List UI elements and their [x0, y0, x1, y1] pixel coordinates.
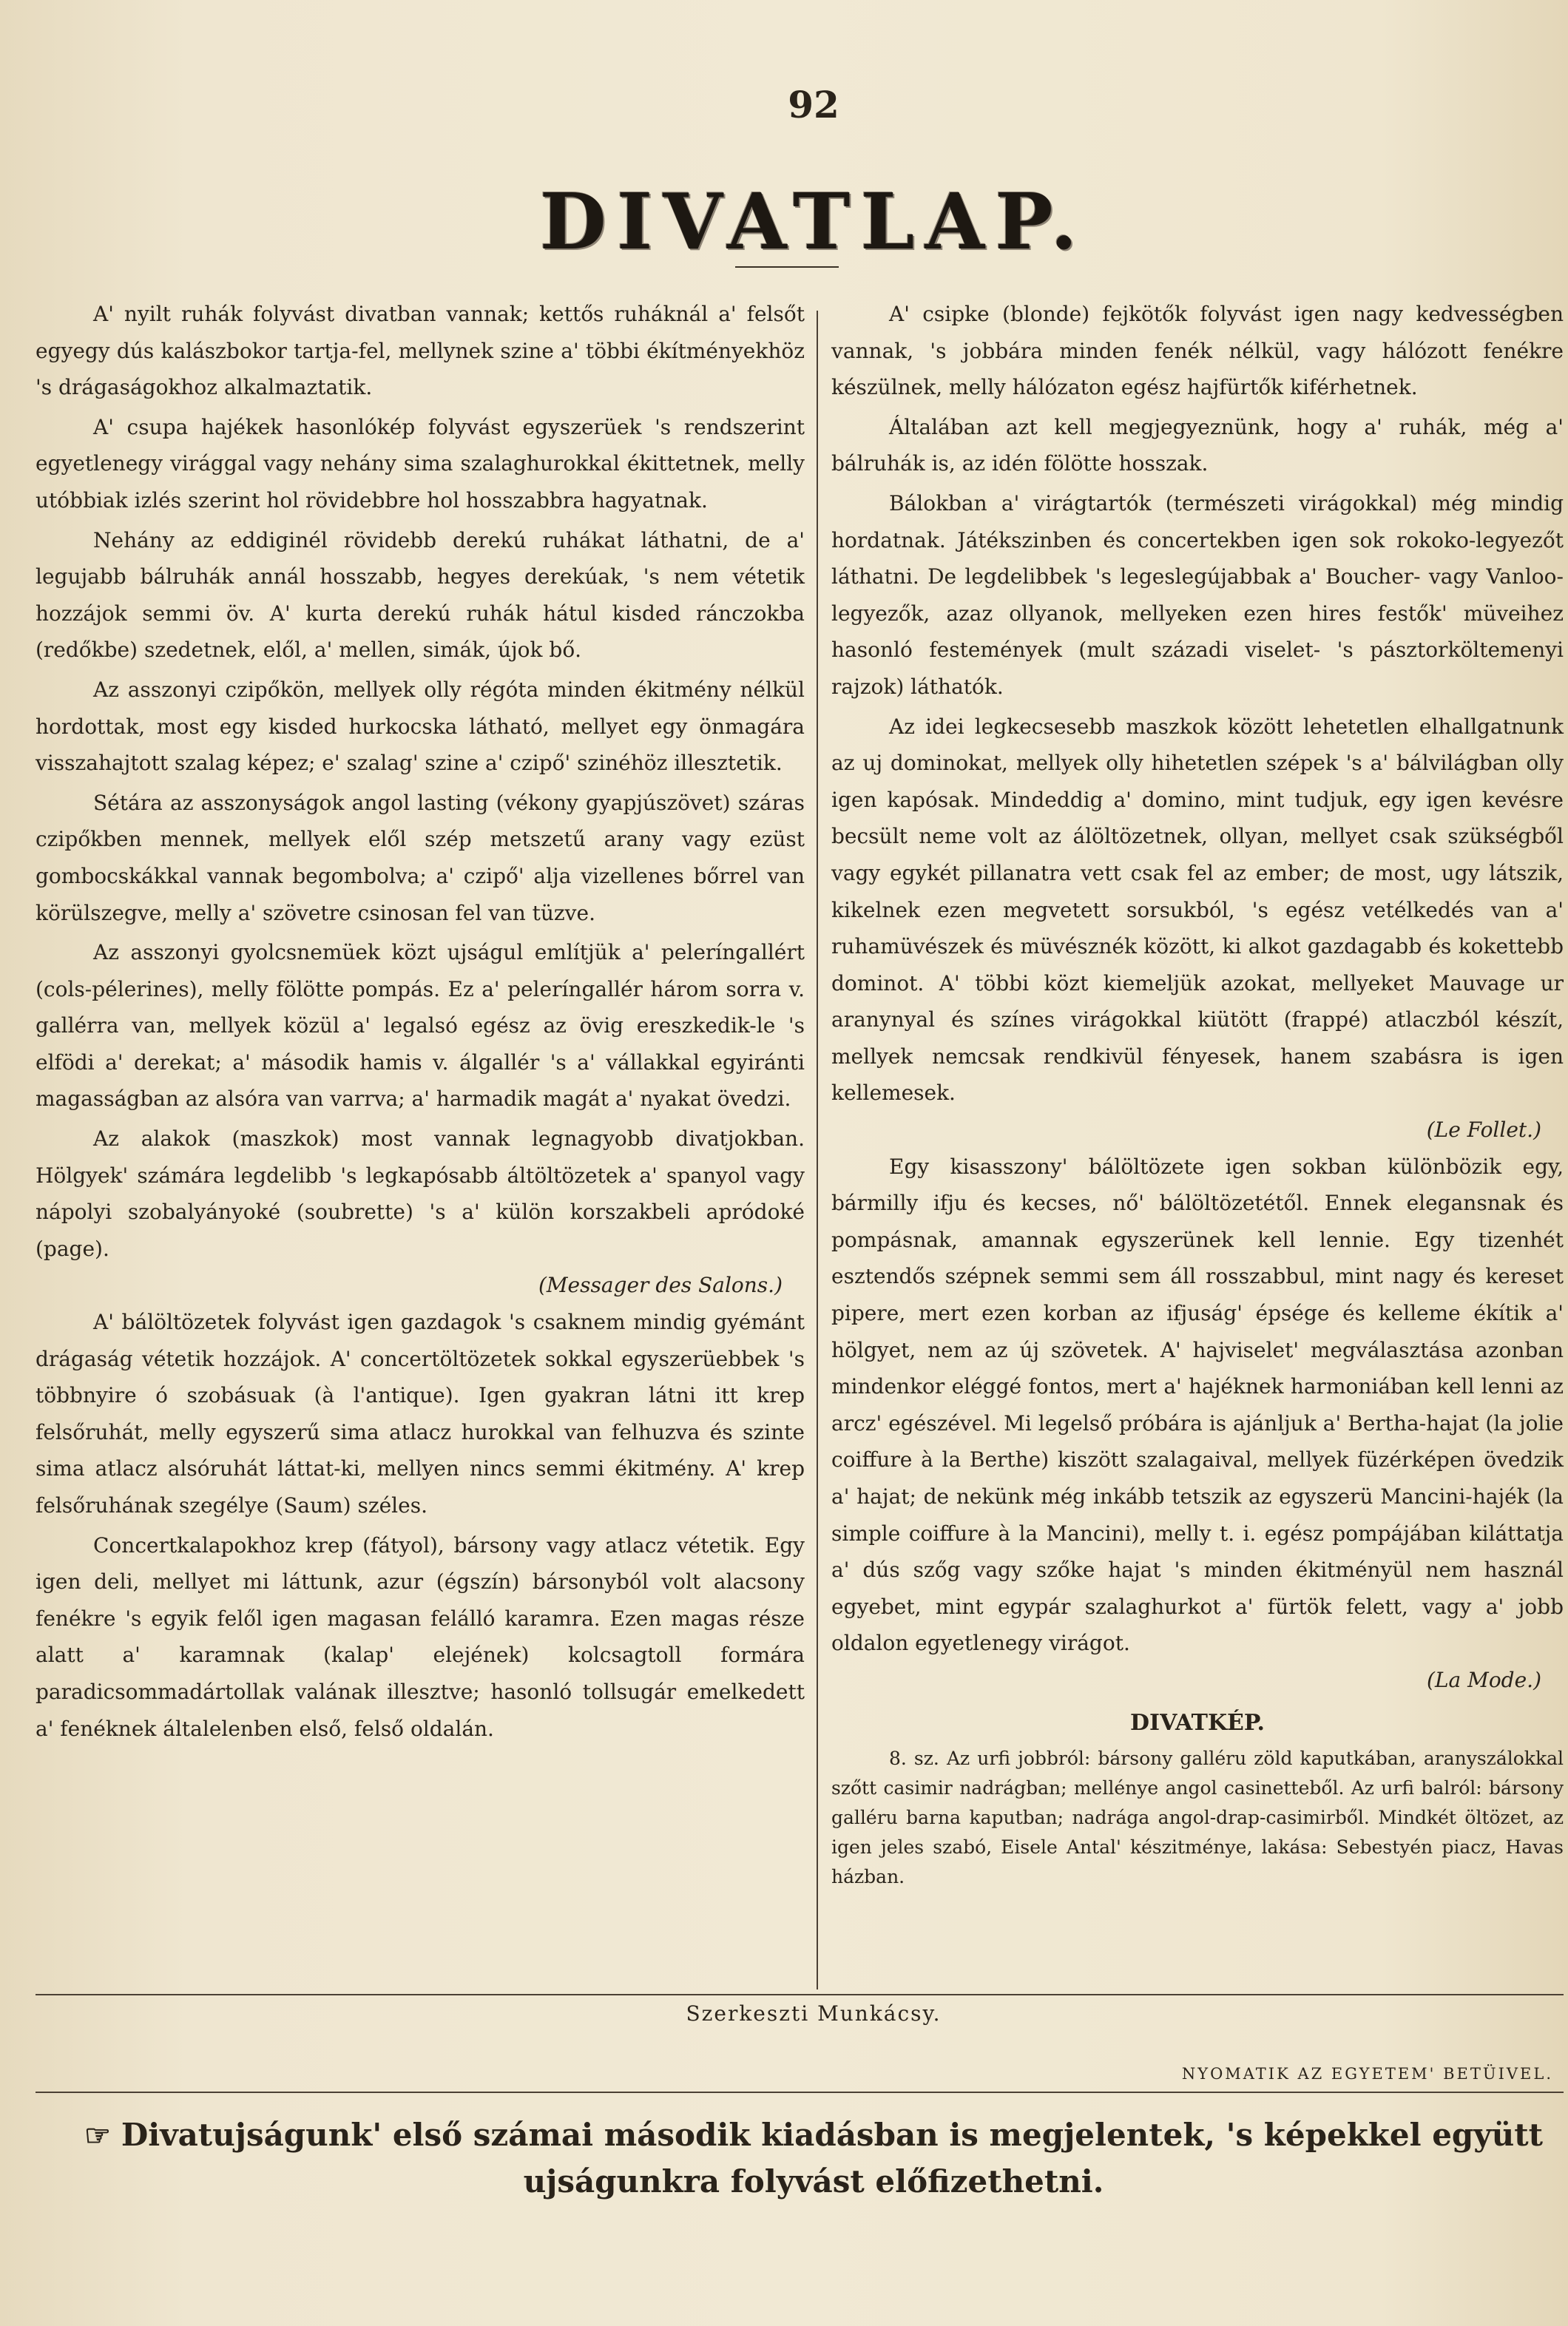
fashion-plate-description: 8. sz. Az urfi jobbról: bársony galléru zöld kaputkában, aranyszálokkal szőtt casimir nadrágban; mellénye angol casinetteből. Az urfi balról: bársony galléru barna kaputban; nadrága angol-drap-casimirből. Mindkét öltözet, az igen jeles szabó, Eisele Antal' készitménye, lakása: Sebestyén piacz, Havas házban. — [831, 1748, 1564, 1888]
source-citation: (Messager des Salons.) — [538, 1273, 783, 1298]
article-paragraph: Általában azt kell megjegyeznünk, hogy a' ruhák, még a' bálruhák is, az idén fölötte hosszak. — [831, 414, 1564, 476]
header-rule — [735, 266, 839, 268]
article-paragraph: A' csipke (blonde) fejkötők folyvást igen nagy kedvességben vannak, 's jobbára minden fenék nélkül, vagy hálózott fenékre készülnek, melly hálózaton egész hajfürtők kiférhetnek. — [831, 302, 1564, 400]
article-paragraph: Az alakok (maszkok) most vannak legnagyobb divatjokban. Hölgyek' számára legdelibb 's legkapósabb áltöltözetek a' spanyol vagy nápolyi szobalyányoké (soubrette) 's a' külön korszakbeli apródoké (page). — [36, 1126, 805, 1261]
announcement-line-1: Divatujságunk' első számai második kiadásban is megjelentek, 's képekkel együtt — [121, 2117, 1544, 2153]
article-paragraph: Sétára az asszonyságok angol lasting (vékony gyapjúszövet) száras czipőkben mennek, mellyek elől szép metszetű arany vagy ezüst gombocskákkal vannak begombolva; a' czipő' alja vizellenes bőrrel van körülszegve, melly a' szövetre csinosan fel van tüzve. — [36, 790, 805, 925]
printer-credit: NYOMATIK AZ EGYETEM' BETÜIVEL. — [1181, 2065, 1553, 2083]
page-number: 92 — [788, 83, 839, 126]
footer-rule — [36, 2092, 1564, 2093]
pointing-hand-icon: ☞ — [84, 2118, 111, 2153]
article-paragraph: Az idei legkecsesebb maszkok között lehetetlen elhallgatnunk az uj dominokat, mellyek olly hihetetlen szépek 's a' bálvilágban olly igen kapósak. Mindeddig a' domino, mint tudjuk, egy igen kevésre becsült neme volt az álöltözetnek, ollyan, mellyet csak szükségből vagy egykét pillanatra vett csak fel az ember; de most, ugy látszik, kikelnek ezen megvetett sorsukból, 's egész vetélkedés van a' ruhamüvészek és müvésznék között, ki alkot gazdagabb és kokettebb dominot. A' többi közt kiemeljük azokat, mellyeket Mauvage ur aranynyal és színes virágokkal kiütött (frappé) atlaczból készít, mellyek nemcsak rendkivül fényesek, hanem szabásra is igen kellemesek. — [831, 714, 1564, 1106]
right-column — [831, 296, 1564, 1892]
left-column — [36, 296, 805, 1747]
fashion-plate-heading: DIVATKÉP. — [1130, 1709, 1265, 1736]
article-paragraph: Az asszonyi gyolcsnemüek közt ujságul említjük a' peleríngallért (cols-pélerines), melly fölötte pompás. Ez a' peleríngallér három sorra v. gallérra van, mellyek közül a' legalsó egész az övig ereszkedik-le 's elfödi a' derekat; a' második hamis v. álgallér 's a' vállakkal egyiránti magasságban az alsóra van varrva; a' harmadik magát a' nyakat övedzi. — [36, 940, 805, 1112]
article-paragraph: Nehány az eddiginél rövidebb derekú ruhákat láthatni, de a' legujabb bálruhák annál hosszabb, hegyes derekúak, 's nem vétetik hozzájok semmi öv. A' kurta derekú ruhák hátul kisded ránczokba (redőkbe) szedetnek, elől, a' mellen, simák, újok bő. — [36, 527, 805, 663]
article-paragraph: A' bálöltözetek folyvást igen gazdagok 's csaknem mindig gyémánt drágaság vétetik hozzájok. A' concertöltözetek sokkal egyszerüebbek 's többnyire ó szobásuak (à l'antique). Igen gyakran látni itt krep felsőruhát, melly egyszerű sima atlacz hurokkal van felhuzva és szinte sima atlacz alsóruhát láttat-ki, mellyen nincs semmi ékitmény. A' krep felsőruhának szegélye (Saum) széles. — [36, 1310, 805, 1518]
article-paragraph: A' csupa hajékek hasonlókép folyvást egyszerüek 's rendszerint egyetlenegy virággal vagy nehány sima szalaghurokkal ékittetnek, melly utóbbiak izlés szerint hol rövidebbre hol hosszabbra hagyatnak. — [36, 414, 805, 513]
source-citation: (La Mode.) — [1427, 1667, 1541, 1692]
editor-rule — [36, 1994, 1564, 1995]
masthead-title: DIVATLAP. — [539, 176, 1088, 267]
article-paragraph: Concertkalapokhoz krep (fátyol), bársony vagy atlacz vétetik. Egy igen deli, mellyet mi láttunk, azur (égszín) bársonyból volt alacsony fenékre 's egyik felől igen magasan felálló karamra. Ezen magas része alatt a' karamnak (kalap' elejének) kolcsagtoll formára paradicsommadártollak valának illesztve; hasonló tollsugár emelkedett a' fenéknek általelenben első, felső oldalán. — [36, 1532, 805, 1741]
announcement-line-2: ujságunkra folyvást előfizethetni. — [523, 2163, 1104, 2200]
subscription-announcement — [0, 2112, 1568, 2205]
article-paragraph: Bálokban a' virágtartók (természeti virágokkal) még mindig hordatnak. Játékszinben és concertekben igen sok rokoko-legyezőt láthatni. De legdelibbek 's legeslegújabbak a' Boucher- vagy Vanloo-legyezők, azaz ollyanok, mellyeken ezen hires festők' müveihez hasonló festemények (mult századi viselet- 's pásztorköltemenyi rajzok) láthatók. — [831, 490, 1564, 699]
column-divider — [817, 311, 818, 1989]
editor-credit: Szerkeszti Munkácsy. — [686, 2001, 942, 2026]
article-paragraph: A' nyilt ruhák folyvást divatban vannak; kettős ruháknál a' felsőt egyegy dús kalászbokor tartja-fel, mellynek szine a' többi ékítményekhöz 's drágaságokhoz alkalmaztatik. — [36, 302, 805, 400]
article-paragraph: Az asszonyi czipőkön, mellyek olly régóta minden ékitmény nélkül hordottak, most egy kisded hurkocska látható, mellyet egy önmagára visszahajtott szalag képez; e' szalag' szine a' czipő' szinéhöz illesztetik. — [36, 677, 805, 776]
source-citation: (Le Follet.) — [1426, 1118, 1541, 1143]
article-paragraph: Egy kisasszony' bálöltözete igen sokban különbözik egy, bármilly ifju és kecses, nő' bálöltözetétől. Ennek elegansnak és pompásnak, amannak egyszerünek kell lennie. Egy tizenhét esztendős szépnek semmi sem áll rosszabbul, mint nagy és kereset pipere, mert ezen korban az ifjuság' épsége és kelleme ékítik a' hölgyet, nem az új szövetek. A' hajviselet' megválasztása azonban mindenkor eléggé fontos, mert a' hajéknek harmoniában kell lenni az arcz' egészével. Mi legelső próbára is ajánljuk a' Bertha-hajat (la jolie coiffure à la Berthe) kiszött szalagaival, mellyek füzérképen övedzik a' hajat; de nekünk még inkább tetszik az egyszerü Mancini-hajék (la simple coiffure à la Mancini), melly t. i. egész pompájában kiláttatja a' dús szőg vagy szőke hajat 's minden ékitményül nem használ egyebet, mint egypár szalaghurkot a' fürtök felett, vagy a' jobb oldalon egyetlenegy virágot. — [831, 1154, 1564, 1656]
